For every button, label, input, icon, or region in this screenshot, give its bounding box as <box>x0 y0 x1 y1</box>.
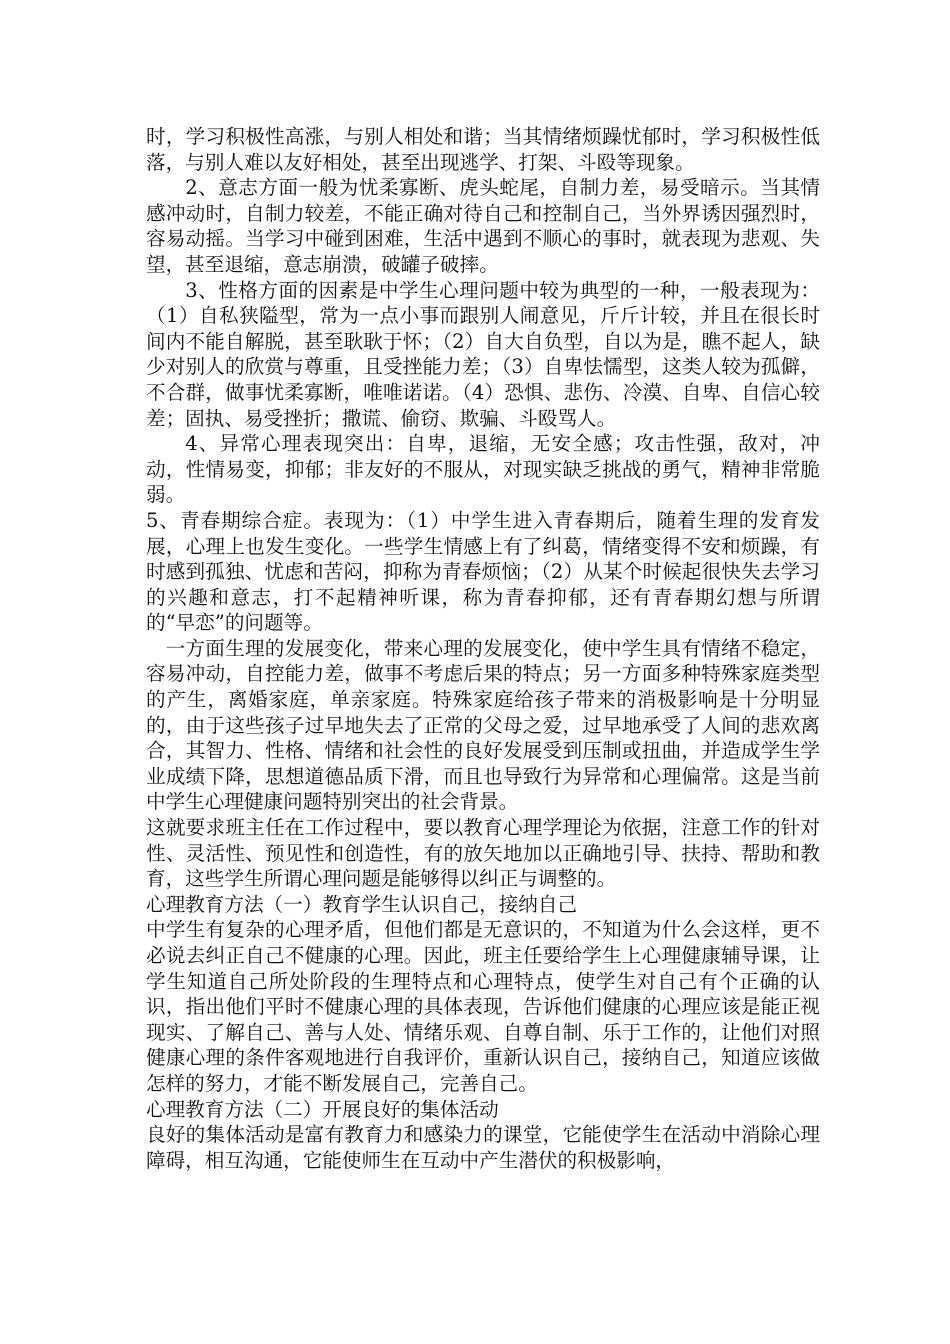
paragraph-method-one-body: 中学生有复杂的心理矛盾，但他们都是无意识的，不知道为什么会这样，更不必说去纠正自己不健康的心理。因此，班主任要给学生上心理健康辅导课，让学生知道自己所处阶段的生理特点和心理特点，使学生对自己有个正确的认识，指出他们平时不健康心理的具体表现，告诉他们健康的心理应该是能正视现实、了解自己、善与人处、情绪乐观、自尊自制、乐于工作的，让他们对照健康心理的条件客观地进行自我评价，重新认识自己，接纳自己，知道应该做怎样的努力，才能不断发展自己，完善自己。 <box>146 918 820 1095</box>
section-heading-method-two: 心理教育方法（二）开展良好的集体活动 <box>146 1097 499 1121</box>
paragraph-method-two-body: 良好的集体活动是富有教育力和感染力的课堂，它能使学生在活动中消除心理障碍，相互沟通，它能使师生在互动中产生潜伏的积极影响， <box>146 1123 820 1172</box>
paragraph-will-aspect: 2、意志方面一般为忧柔寡断、虎头蛇尾，自制力差，易受暗示。当其情感冲动时，自制力较差，不能正确对待自己和控制自己，当外界诱因强烈时，容易动摇。当学习中碰到困难，生活中遇到不顺心的事时，就表现为悲观、失望，甚至退缩，意志崩溃，破罐子破摔。 <box>146 176 820 276</box>
paragraph-teacher-requirement: 这就要求班主任在工作过程中，要以教育心理学理论为依据，注意工作的针对性、灵活性、预见性和创造性，有的放矢地加以正确地引导、扶持、帮助和教育，这些学生所谓心理问题是能够得以纠正与调整的。 <box>146 816 820 891</box>
paragraph-adolescence-syndrome: 5、青春期综合症。表现为：（1）中学生进入青春期后，随着生理的发育发展，心理上也发生变化。一些学生情感上有了纠葛，情绪变得不安和烦躁，有时感到孤独、忧虑和苦闷，抑称为青春烦恼；（2）从某个时候起很快失去学习的兴趣和意志，打不起精神听课，称为青春抑郁，还有青春期幻想与所谓的“早恋”的问题等。 <box>146 508 820 635</box>
paragraph-social-background: 一方面生理的发展变化，带来心理的发展变化，使中学生具有情绪不稳定，容易冲动，自控能力差，做事不考虑后果的特点；另一方面多种特殊家庭类型的产生，离婚家庭，单亲家庭。特殊家庭给孩子带来的消极影响是十分明显的，由于这些孩子过早地失去了正常的父母之爱，过早地承受了人间的悲欢离合，其智力、性格、情绪和社会性的良好发展受到压制或扭曲，并造成学生学业成绩下降，思想道德品质下滑，而且也导致行为异常和心理偏常。这是当前中学生心理健康问题特别突出的社会背景。 <box>146 636 820 814</box>
paragraph-abnormal-psychology: 4、异常心理表现突出：自卑，退缩，无安全感；攻击性强，敌对，冲动，性情易变，抑郁；非友好的不服从，对现实缺乏挑战的勇气，精神非常脆弱。 <box>146 432 820 507</box>
paragraph-personality-aspect: 3、性格方面的因素是中学生心理问题中较为典型的一种，一般表现为：（1）自私狭隘型，常为一点小事而跟别人闹意见，斤斤计较，并且在很长时间内不能自解脱，甚至耿耿于怀；（2）自大自负型，自以为是，瞧不起人，缺少对别人的欣赏与尊重，且受挫能力差；（3）自卑怯懦型，这类人较为孤僻，不合群，做事忧柔寡断，唯唯诺诺。（4）恐惧、悲伤、冷漠、自卑、自信心较差；固执、易受挫折；撒谎、偷窃、欺骗、斗殴骂人。 <box>146 278 820 430</box>
paragraph-continuation: 时，学习积极性高涨，与别人相处和谐；当其情绪烦躁忧郁时，学习积极性低落，与别人难以友好相处，甚至出现逃学、打架、斗殴等现象。 <box>146 125 820 174</box>
section-heading-method-one: 心理教育方法（一）教育学生认识自己，接纳自己 <box>146 892 578 916</box>
document-page <box>146 124 820 1173</box>
